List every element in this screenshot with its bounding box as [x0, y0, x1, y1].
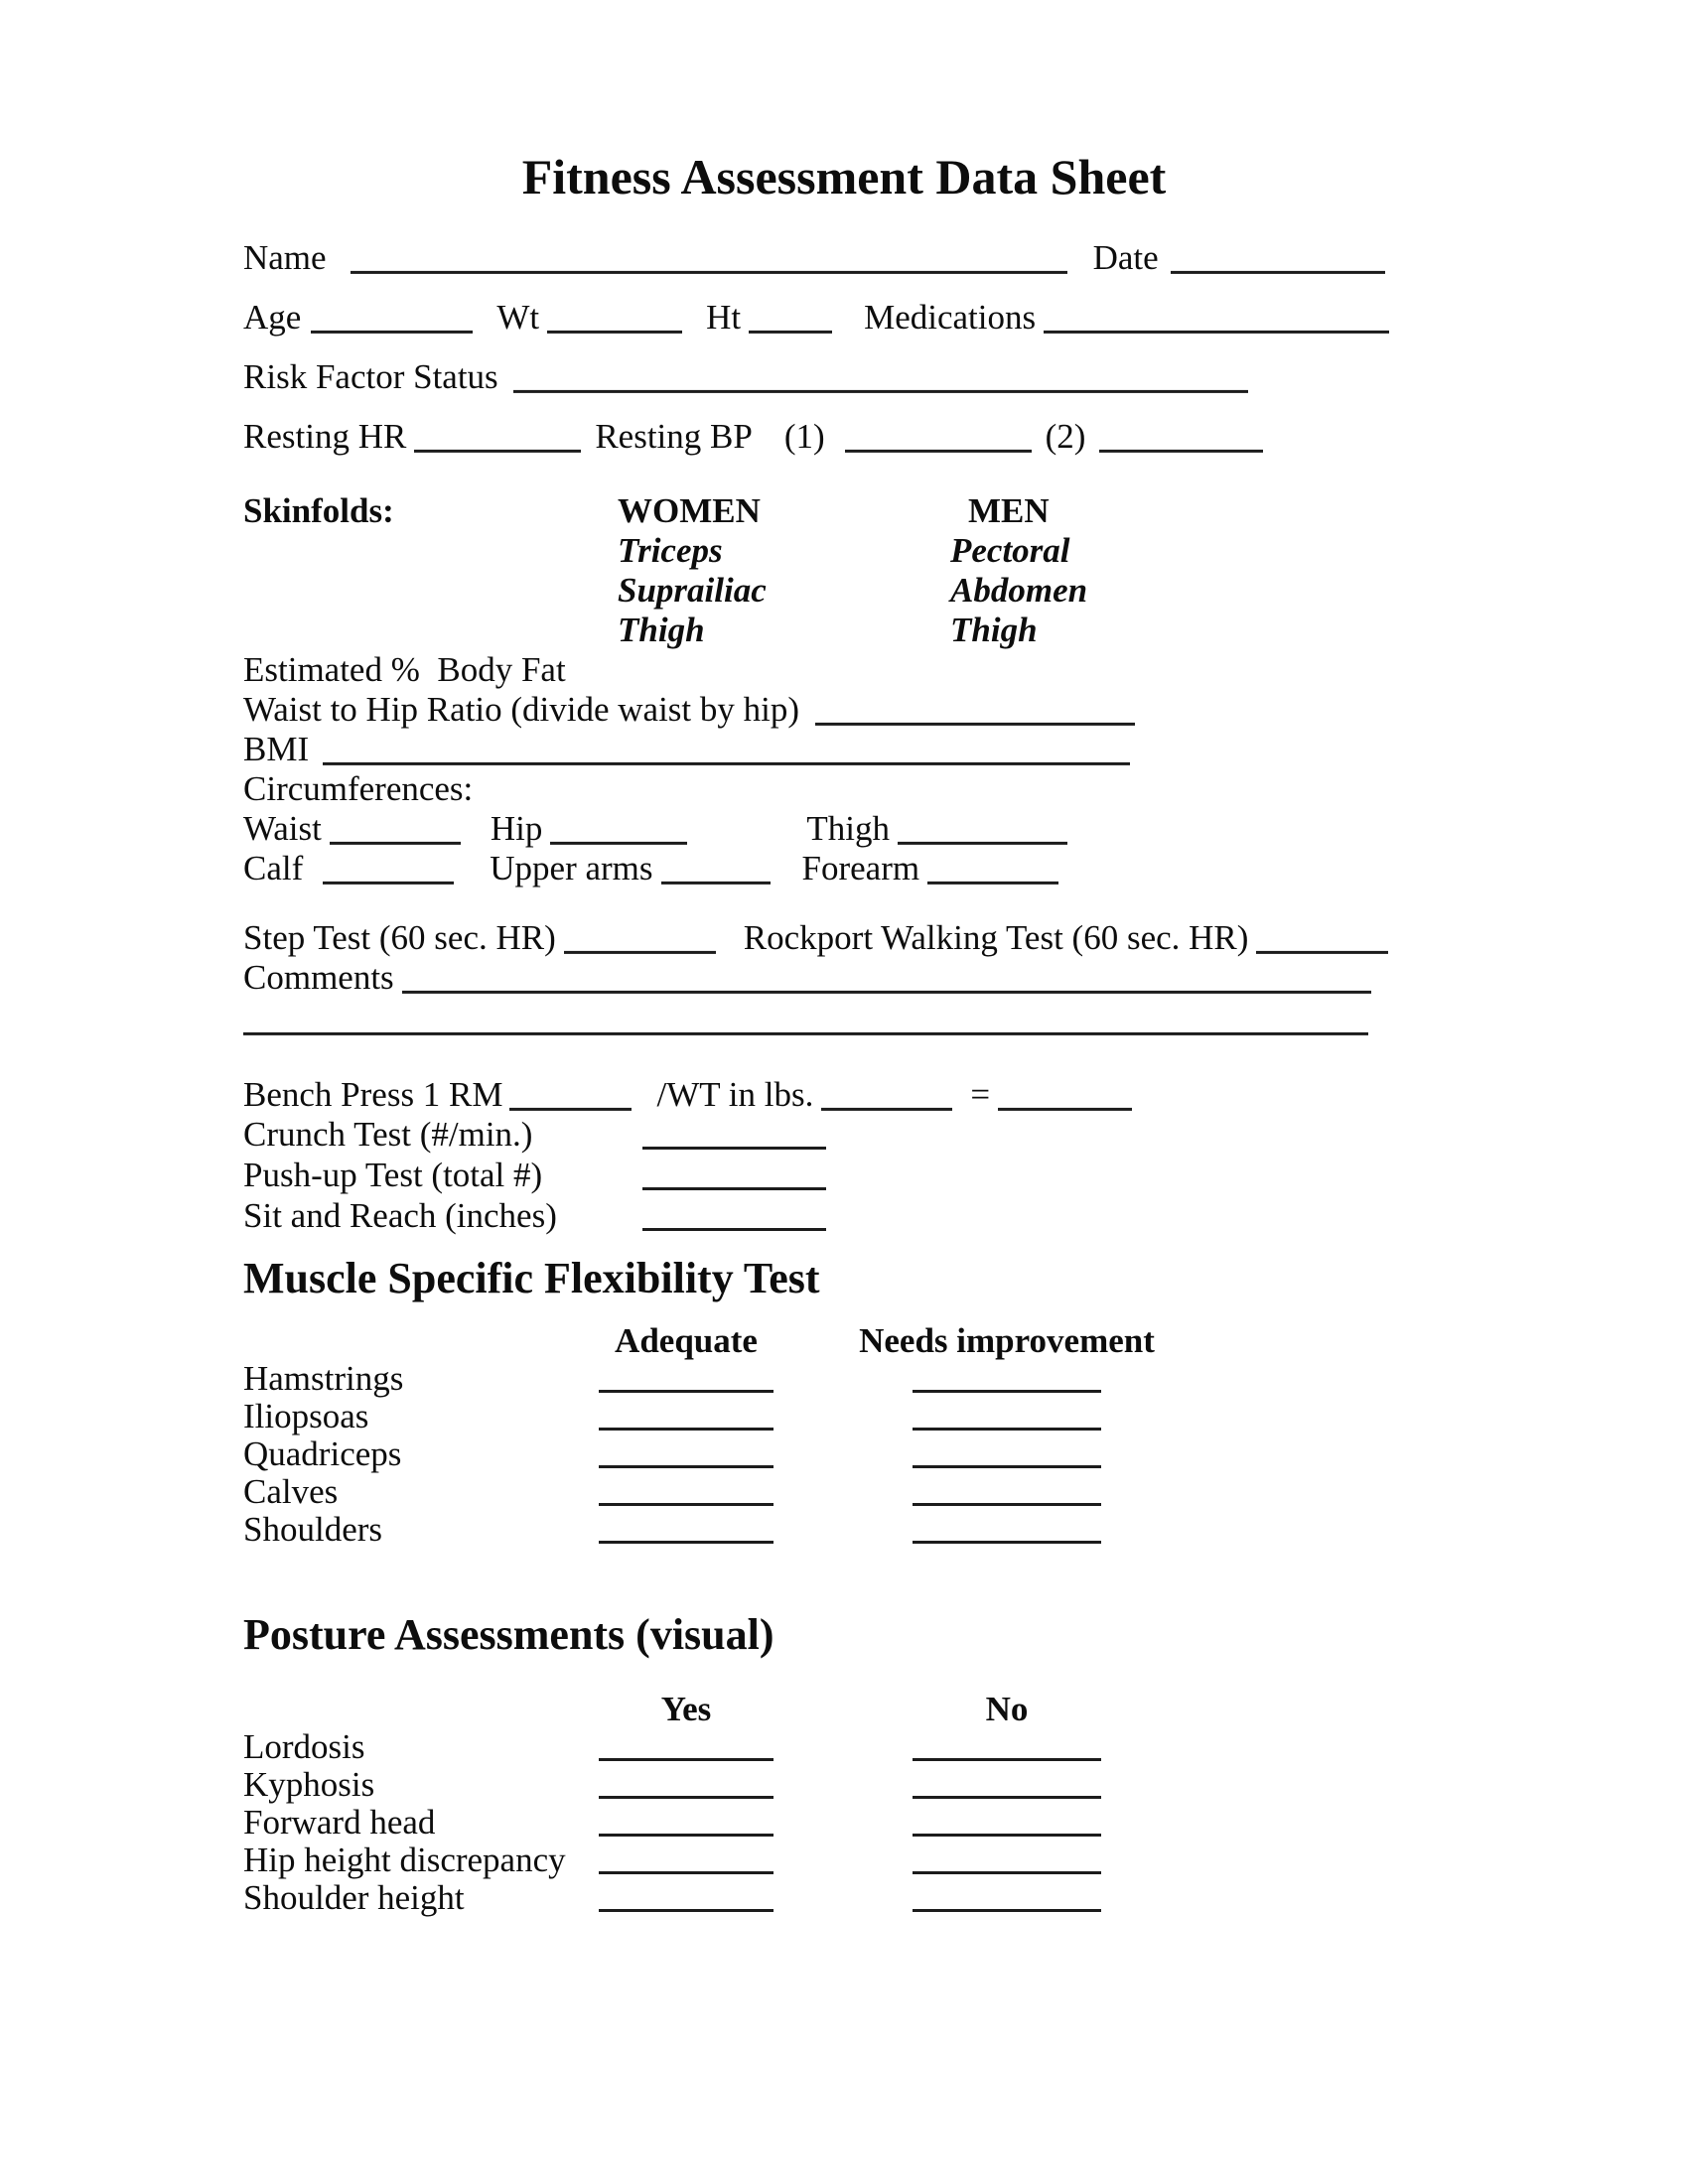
- skinfold-site-men-pectoral: Pectoral: [950, 531, 1070, 570]
- pushup-test-label: Push-up Test (total #): [243, 1155, 543, 1194]
- skinfolds-section: [243, 491, 1430, 650]
- risk-factor-row: [243, 357, 1430, 397]
- flexibility-row-shoulders: Shoulders: [243, 1509, 382, 1549]
- circumferences-row-1: [243, 809, 1430, 849]
- shoulder-height-yes-line[interactable]: [599, 1887, 774, 1912]
- flexibility-row-hamstrings: Hamstrings: [243, 1358, 404, 1398]
- resting-bp-label: Resting BP: [595, 417, 753, 456]
- step-test-input-line[interactable]: [564, 929, 716, 954]
- strength-tests-grid: [243, 1115, 1430, 1237]
- resting-hr-input-line[interactable]: [414, 428, 581, 453]
- wt-label: Wt: [496, 298, 540, 337]
- kyphosis-yes-line[interactable]: [599, 1774, 774, 1799]
- thigh-input-line[interactable]: [898, 820, 1067, 845]
- ratio-result-input-line[interactable]: [998, 1086, 1132, 1111]
- calves-needs-improvement-line[interactable]: [913, 1481, 1101, 1506]
- posture-yes-header: Yes: [660, 1689, 712, 1728]
- wt-in-lbs-label: /WT in lbs.: [656, 1074, 814, 1114]
- medications-input-line[interactable]: [1044, 309, 1389, 334]
- iliopsoas-needs-improvement-line[interactable]: [913, 1406, 1101, 1431]
- circumferences-label: Circumferences:: [243, 769, 474, 808]
- comments-input-line-2[interactable]: [243, 1011, 1368, 1035]
- forearm-input-line[interactable]: [927, 860, 1058, 885]
- sit-and-reach-input-line[interactable]: [642, 1206, 826, 1231]
- posture-row-lordosis: Lordosis: [243, 1726, 365, 1766]
- lordosis-no-line[interactable]: [913, 1736, 1101, 1761]
- bench-press-row: [243, 1075, 1430, 1115]
- flexibility-row-quadriceps: Quadriceps: [243, 1433, 402, 1473]
- flexibility-table: [243, 1321, 1430, 1548]
- posture-row-shoulder-height: Shoulder height: [243, 1877, 465, 1917]
- equals-label: =: [970, 1074, 991, 1114]
- skinfold-site-women-thigh: Thigh: [618, 611, 705, 649]
- risk-factor-input-line[interactable]: [513, 368, 1248, 393]
- posture-row-hip-height-discrepancy: Hip height discrepancy: [243, 1840, 566, 1879]
- hip-label: Hip: [490, 809, 543, 848]
- title-section: [0, 0, 1688, 206]
- body-fat-label: Estimated % Body Fat: [243, 650, 566, 689]
- waist-label: Waist: [243, 809, 322, 848]
- body-fat-row: [243, 650, 1430, 690]
- bmi-label: BMI: [243, 730, 310, 768]
- hamstrings-adequate-line[interactable]: [599, 1368, 774, 1393]
- iliopsoas-adequate-line[interactable]: [599, 1406, 774, 1431]
- circumferences-row-2: [243, 849, 1430, 888]
- lordosis-yes-line[interactable]: [599, 1736, 774, 1761]
- kyphosis-no-line[interactable]: [913, 1774, 1101, 1799]
- rockport-test-input-line[interactable]: [1256, 929, 1388, 954]
- quadriceps-adequate-line[interactable]: [599, 1443, 774, 1468]
- wt-input-line[interactable]: [547, 309, 682, 334]
- skinfold-site-men-abdomen: Abdomen: [950, 571, 1088, 610]
- comments-input-line-1[interactable]: [402, 969, 1371, 994]
- calves-adequate-line[interactable]: [599, 1481, 774, 1506]
- shoulder-height-no-line[interactable]: [913, 1887, 1101, 1912]
- skinfolds-women-header: WOMEN: [618, 491, 761, 530]
- sit-and-reach-label: Sit and Reach (inches): [243, 1195, 557, 1235]
- name-label: Name: [243, 238, 327, 277]
- posture-no-header: No: [985, 1689, 1029, 1728]
- ht-label: Ht: [706, 298, 742, 337]
- forward-head-yes-line[interactable]: [599, 1812, 774, 1837]
- rockport-test-label: Rockport Walking Test (60 sec. HR): [743, 918, 1249, 957]
- wt-in-lbs-input-line[interactable]: [821, 1086, 952, 1111]
- form-body: [0, 238, 1688, 1916]
- waist-hip-ratio-row: [243, 690, 1430, 730]
- waist-input-line[interactable]: [330, 820, 461, 845]
- forward-head-no-line[interactable]: [913, 1812, 1101, 1837]
- bmi-input-line[interactable]: [323, 741, 1130, 765]
- name-date-row: [243, 238, 1430, 278]
- calf-input-line[interactable]: [323, 860, 454, 885]
- step-test-label: Step Test (60 sec. HR): [243, 918, 556, 957]
- posture-row-kyphosis: Kyphosis: [243, 1764, 375, 1804]
- crunch-test-label: Crunch Test (#/min.): [243, 1114, 533, 1154]
- skinfolds-label: Skinfolds:: [243, 491, 394, 530]
- bench-press-label: Bench Press 1 RM: [243, 1074, 503, 1114]
- comments-label: Comments: [243, 958, 394, 997]
- bp2-input-line[interactable]: [1099, 428, 1263, 453]
- waist-hip-ratio-input-line[interactable]: [815, 701, 1135, 726]
- calf-label: Calf: [243, 849, 304, 887]
- page-title: Fitness Assessment Data Sheet: [521, 149, 1167, 205]
- comments-row: [243, 958, 1430, 998]
- skinfolds-men-header: MEN: [968, 491, 1050, 530]
- shoulders-needs-improvement-line[interactable]: [913, 1519, 1101, 1544]
- flexibility-row-iliopsoas: Iliopsoas: [243, 1396, 369, 1435]
- comments-overflow-row: [243, 1006, 1430, 1030]
- posture-row-forward-head: Forward head: [243, 1802, 436, 1842]
- skinfold-site-women-triceps: Triceps: [618, 531, 723, 570]
- ht-input-line[interactable]: [749, 309, 832, 334]
- resting-vitals-row: [243, 417, 1430, 457]
- hip-height-discrepancy-yes-line[interactable]: [599, 1849, 774, 1874]
- bp1-label: (1): [783, 417, 825, 456]
- skinfold-site-men-thigh: Thigh: [950, 611, 1038, 649]
- pushup-test-input-line[interactable]: [642, 1165, 826, 1190]
- bmi-row: [243, 730, 1430, 769]
- resting-hr-label: Resting HR: [243, 417, 407, 456]
- bp1-input-line[interactable]: [845, 428, 1032, 453]
- flexibility-needs-improvement-header: Needs improvement: [859, 1320, 1155, 1360]
- medications-label: Medications: [864, 298, 1037, 337]
- cardio-tests-row: [243, 918, 1430, 958]
- flexibility-section-heading: Muscle Specific Flexibility Test: [243, 1253, 820, 1302]
- bench-press-input-line[interactable]: [509, 1086, 632, 1111]
- upper-arms-input-line[interactable]: [661, 860, 771, 885]
- forearm-label: Forearm: [801, 849, 920, 887]
- age-input-line[interactable]: [311, 309, 473, 334]
- name-input-line[interactable]: [351, 249, 1067, 274]
- posture-section-heading: Posture Assessments (visual): [243, 1609, 774, 1659]
- risk-factor-label: Risk Factor Status: [243, 357, 498, 396]
- hamstrings-needs-improvement-line[interactable]: [913, 1368, 1101, 1393]
- hip-input-line[interactable]: [550, 820, 687, 845]
- crunch-test-input-line[interactable]: [642, 1125, 826, 1150]
- thigh-label: Thigh: [806, 809, 890, 848]
- date-input-line[interactable]: [1171, 249, 1385, 274]
- skinfold-site-women-suprailiac: Suprailiac: [618, 571, 767, 610]
- posture-table: [243, 1690, 1430, 1916]
- flexibility-row-calves: Calves: [243, 1471, 339, 1511]
- hip-height-discrepancy-no-line[interactable]: [913, 1849, 1101, 1874]
- circumferences-heading-row: [243, 769, 1430, 809]
- bp2-label: (2): [1045, 417, 1086, 456]
- shoulders-adequate-line[interactable]: [599, 1519, 774, 1544]
- flexibility-adequate-header: Adequate: [615, 1320, 758, 1360]
- quadriceps-needs-improvement-line[interactable]: [913, 1443, 1101, 1468]
- age-wt-ht-medications-row: [243, 298, 1430, 338]
- waist-hip-ratio-label: Waist to Hip Ratio (divide waist by hip): [243, 690, 800, 729]
- date-label: Date: [1092, 238, 1159, 277]
- age-label: Age: [243, 298, 302, 337]
- upper-arms-label: Upper arms: [490, 849, 653, 887]
